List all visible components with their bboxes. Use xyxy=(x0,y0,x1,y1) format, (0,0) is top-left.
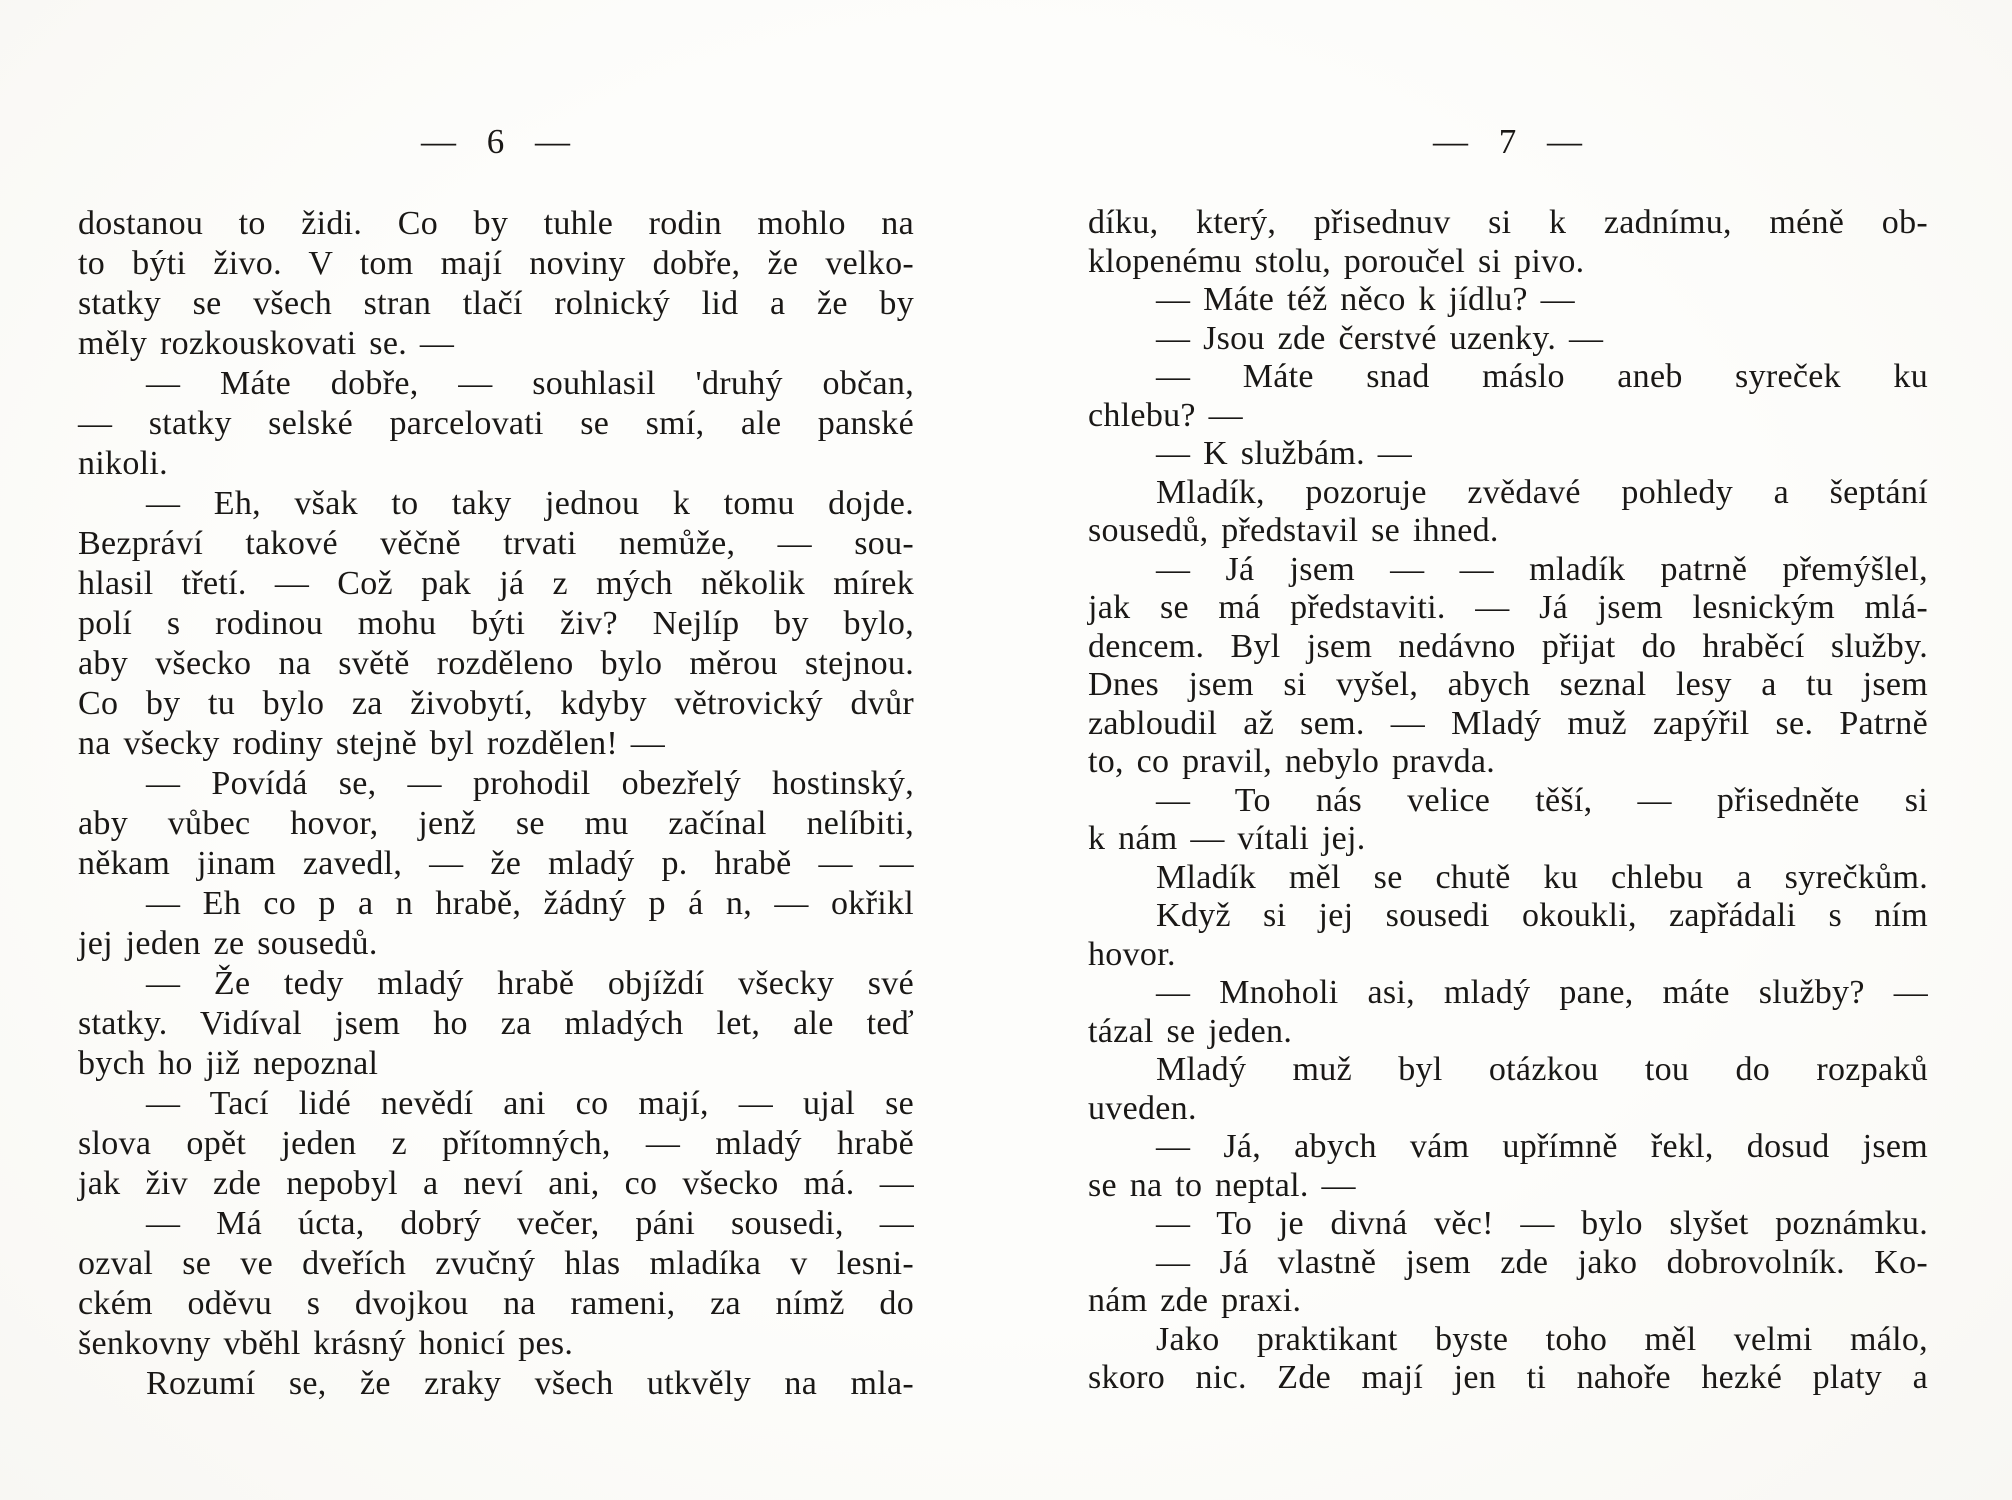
text-line: to býti živo. V tom mají noviny dobře, že velko- xyxy=(78,245,914,282)
text-line: na všecky rodiny stejně byl rozdělen! — xyxy=(78,725,666,762)
text-line: jak se má představiti. — Já jsem lesnickým mlá- xyxy=(1088,589,1928,626)
text-line: — Jsou zde čerstvé uzenky. — xyxy=(1156,319,1604,357)
text-line: někam jinam zavedl, — že mladý p. hrabě — — xyxy=(78,845,914,882)
text-line: slova opět jeden z přítomných, — mladý hrabě xyxy=(78,1125,914,1162)
text-line: tázal se jeden. xyxy=(1088,1012,1293,1050)
text-line: dostanou to židi. Co by tuhle rodin mohlo na xyxy=(78,205,914,242)
page-right xyxy=(1088,0,1928,1500)
text-line: Mladík, pozoruje zvědavé pohledy a šeptání xyxy=(1156,473,1928,511)
text-line: hlasil třetí. — Což pak já z mých několik mírek xyxy=(78,565,914,602)
text-line: polí s rodinou mohu býti živ? Nejlíp by bylo, xyxy=(78,605,914,642)
text-line: se na to neptal. — xyxy=(1088,1166,1356,1204)
text-line: bych ho již nepoznal xyxy=(78,1045,379,1082)
text-line: — statky selské parcelovati se smí, ale panské xyxy=(78,405,914,442)
text-line: Dnes jsem si vyšel, abych seznal lesy a tu jsem xyxy=(1088,666,1928,703)
text-line: ozval se ve dveřích zvučný hlas mladíka v lesni- xyxy=(78,1245,914,1282)
text-line: jak živ zde nepobyl a neví ani, co všecko má. — xyxy=(78,1165,914,1202)
text-line: — Povídá se, — prohodil obezřelý hostinský, xyxy=(146,765,914,802)
text-line: — To nás velice těší, — přisedněte si xyxy=(1156,781,1928,819)
text-line: dencem. Byl jsem nedávno přijat do hraběcí služby. xyxy=(1088,627,1928,665)
text-line: díku, který, přisednuv si k zadnímu, méně ob- xyxy=(1088,204,1928,241)
text-line: uveden. xyxy=(1088,1089,1197,1127)
text-line: aby všecko na světě rozděleno bylo měrou stejnou. xyxy=(78,645,914,682)
text-line: — Má úcta, dobrý večer, páni sousedi, — xyxy=(146,1205,914,1242)
text-line: — Mnoholi asi, mladý pane, máte služby? — xyxy=(1156,974,1928,1011)
text-line: — Máte snad máslo aneb syreček ku xyxy=(1156,358,1928,395)
text-line: aby vůbec hovor, jenž se mu začínal nelíbiti, xyxy=(78,805,914,842)
text-line: sousedů, představil se ihned. xyxy=(1088,512,1499,549)
text-line: Jako praktikant byste toho měl velmi málo, xyxy=(1156,1320,1928,1358)
text-line: — To je divná věc! — bylo slyšet poznámku. xyxy=(1156,1205,1928,1242)
text-line: nám zde praxi. xyxy=(1088,1282,1302,1319)
page-number-header: — 7 — xyxy=(1433,122,1583,161)
text-line: — Tací lidé nevědí ani co mají, — ujal se xyxy=(146,1085,914,1122)
page-number-header: — 6 — xyxy=(421,122,571,161)
text-line: Co by tu bylo za živobytí, kdyby větrovický dvůr xyxy=(78,685,914,722)
text-line: — K službám. — xyxy=(1156,435,1413,472)
text-line: — Máte dobře, — souhlasil 'druhý občan, xyxy=(146,365,914,402)
text-line: statky. Vidíval jsem ho za mladých let, ale teď xyxy=(78,1005,914,1042)
page-body xyxy=(78,204,914,1404)
text-line: Bezpráví takové věčně trvati nemůže, — sou- xyxy=(78,525,914,562)
text-line: klopenému stolu, poroučel si pivo. xyxy=(1088,242,1585,280)
text-line: jej jeden ze sousedů. xyxy=(78,925,378,962)
page-body xyxy=(1088,204,1928,1398)
text-line: měly rozkouskovati se. — xyxy=(78,325,455,362)
text-line: statky se všech stran tlačí rolnický lid a že by xyxy=(78,285,914,322)
text-line: — Že tedy mladý hrabě objíždí všecky své xyxy=(146,965,914,1002)
text-line: hovor. xyxy=(1088,935,1176,973)
page-left xyxy=(78,0,914,1500)
text-line: zabloudil až sem. — Mladý muž zapýřil se. Patrně xyxy=(1088,704,1928,742)
text-line: skoro nic. Zde mají jen ti nahoře hezké platy a xyxy=(1088,1359,1928,1396)
text-line: — Já jsem — — mladík patrně přemýšlel, xyxy=(1156,550,1928,588)
text-line: chlebu? — xyxy=(1088,396,1243,434)
text-line: Mladý muž byl otázkou tou do rozpaků xyxy=(1156,1051,1928,1088)
text-line: ckém oděvu s dvojkou na rameni, za nímž do xyxy=(78,1285,914,1322)
text-line: to, co pravil, nebylo pravda. xyxy=(1088,743,1496,780)
text-line: Když si jej sousedi okoukli, zapřádali s ním xyxy=(1156,897,1928,934)
text-line: nikoli. xyxy=(78,445,168,482)
text-line: Rozumí se, že zraky všech utkvěly na mla- xyxy=(146,1365,914,1402)
text-line: — Eh, však to taky jednou k tomu dojde. xyxy=(146,485,914,522)
text-line: — Já vlastně jsem zde jako dobrovolník. Ko- xyxy=(1156,1243,1928,1281)
text-line: — Já, abych vám upřímně řekl, dosud jsem xyxy=(1156,1128,1928,1165)
text-line: šenkovny vběhl krásný honicí pes. xyxy=(78,1325,574,1362)
text-line: — Máte též něco k jídlu? — xyxy=(1156,281,1575,318)
text-line: k nám — vítali jej. xyxy=(1088,820,1366,857)
text-line: — Eh co p a n hrabě, žádný p á n, — okřikl xyxy=(146,885,914,922)
text-line: Mladík měl se chutě ku chlebu a syrečkům. xyxy=(1156,858,1928,896)
